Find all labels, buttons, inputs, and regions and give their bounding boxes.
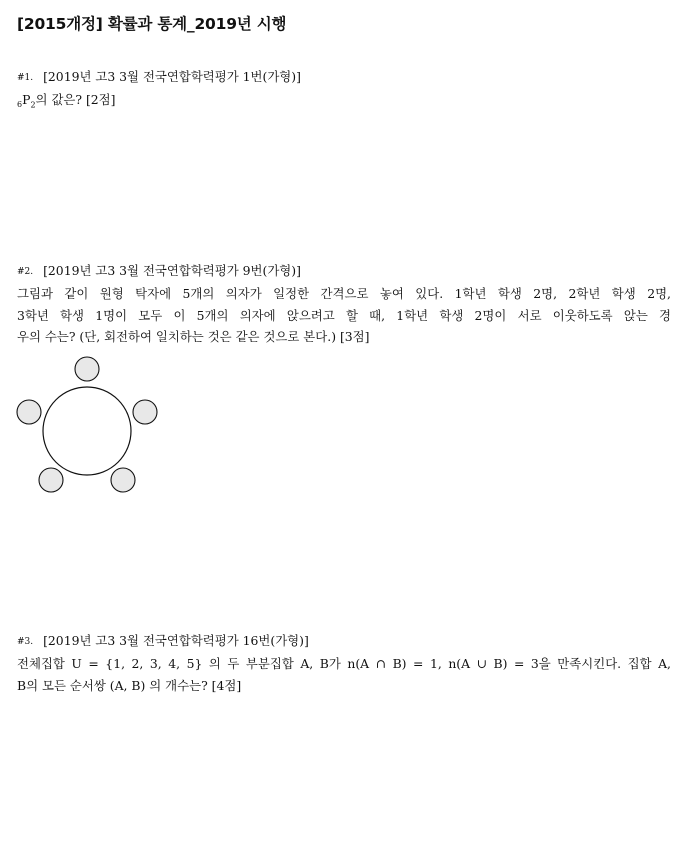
question-source: [2019년 고3 3월 전국연합학력평가 16번(가형)] [43,633,309,648]
chair-bottom-right [111,468,135,492]
question-header [17,68,671,87]
question-number: #3. [17,637,34,647]
question-line: B의 모든 순서쌍 (A, B) 의 개수는? [4점] [17,677,242,693]
permutation-r: 2 [30,100,36,110]
question-number: #1. [17,73,34,83]
question-line: 그림과 같이 원형 탁자에 5개의 의자가 일정한 간격으로 놓여 있다. 1학년 학생 2명, 2학년 학생 2명, [17,286,671,301]
question-2 [17,262,671,348]
chair-left [17,400,41,424]
chair-bottom-left [39,468,63,492]
question-source: [2019년 고3 3월 전국연합학력평가 9번(가형)] [43,263,301,278]
question-3 [17,632,671,696]
question-source: [2019년 고3 3월 전국연합학력평가 1번(가형)] [43,69,301,84]
question-1 [17,68,671,116]
table-circle [43,387,131,475]
round-table-figure [10,352,170,502]
question-line: 우의 수는? (단, 회전하여 일치하는 것은 같은 것으로 본다.) [3점] [17,329,370,344]
chair-right [133,400,157,424]
permutation-n: 6 [17,100,23,109]
question-header [17,632,671,651]
page-title: [2015개정] 확률과 통계_2019년 시행 [17,15,287,33]
question-text [17,89,671,116]
question-text [17,283,671,348]
question-number: #2. [17,267,34,277]
question-text [17,653,671,696]
question-text-tail: 의 값은? [2점] [35,92,116,107]
question-line: 전체집합 U = {1, 2, 3, 4, 5} 의 두 부분집합 A, B가 n(A ∩ B) = 1, n(A ∪ B) = 3을 만족시킨다. 집합 A, [17,656,671,671]
permutation-symbol: P [22,92,31,107]
question-line: 3학년 학생 1명이 모두 이 5개의 의자에 앉으려고 할 때, 1학년 학생 2명이 서로 이웃하도록 앉는 경 [17,307,671,323]
chair-top [75,357,99,381]
question-header [17,262,671,281]
